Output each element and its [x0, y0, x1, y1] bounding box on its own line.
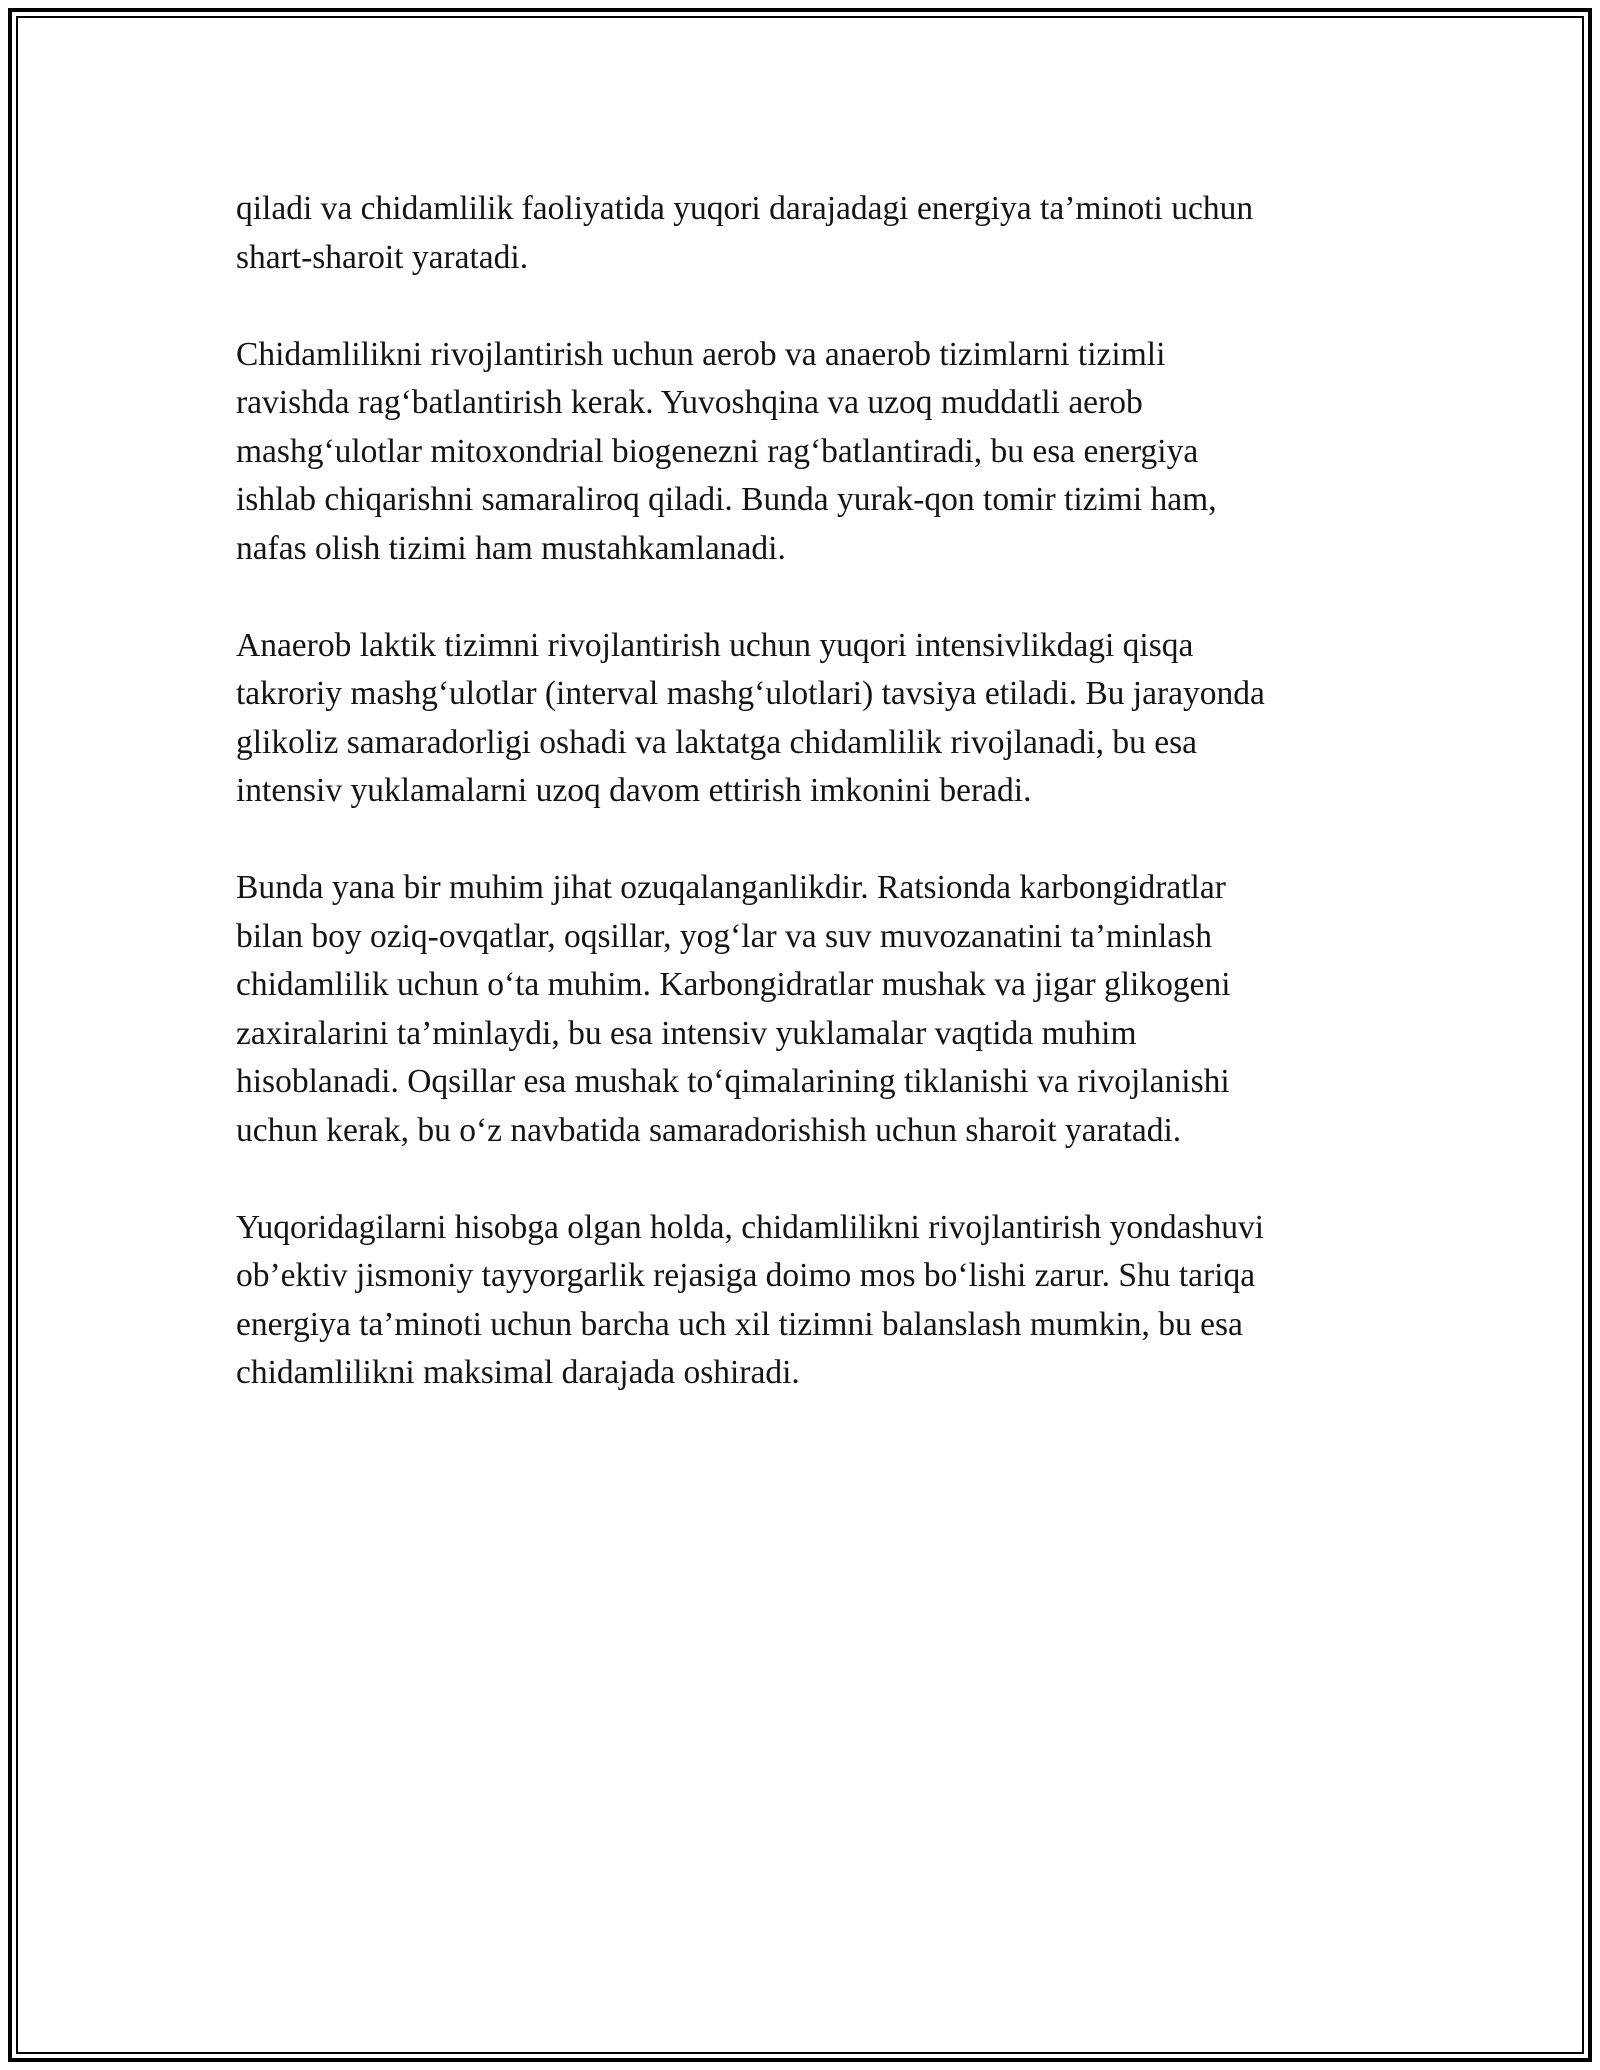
text-line: glikoliz samaradorligi oshadi va laktatga chidamlilik rivojlanadi, bu esa: [236, 723, 1197, 761]
text-line: chidamlilikni maksimal darajada oshiradi.: [236, 1354, 800, 1391]
paragraph-2: [236, 331, 1386, 574]
text-line: intensiv yuklamalarni uzoq davom ettirish imkonini beradi.: [236, 772, 1032, 809]
text-line: shart-sharoit yaratadi.: [236, 238, 529, 276]
paragraph-1: [236, 185, 1386, 282]
text-line: ob’ektiv jismoniy tayyorgarlik rejasiga doimo mos bo‘lishi zarur. Shu tariqa: [236, 1257, 1256, 1294]
document-body: [236, 185, 1386, 1446]
text-line: chidamlilik uchun o‘ta muhim. Karbongidratlar mushak va jigar glikogeni: [236, 966, 1231, 1003]
paragraph-3: [236, 622, 1386, 816]
text-line: hisoblanadi. Oqsillar esa mushak to‘qimalarining tiklanishi va rivojlanishi: [236, 1063, 1230, 1100]
paragraph-5: [236, 1204, 1386, 1398]
text-line: takroriy mashg‘ulotlar (interval mashg‘ulotlari) tavsiya etiladi. Bu jarayonda: [236, 675, 1265, 712]
text-line: ishlab chiqarishni samaraliroq qiladi. Bunda yurak-qon tomir tizimi ham,: [236, 481, 1217, 518]
text-line: Bunda yana bir muhim jihat ozuqalanganlikdir. Ratsionda karbongidratlar: [236, 869, 1226, 906]
text-line: mashg‘ulotlar mitoxondrial biogenezni rag‘batlantiradi, bu esa energiya: [236, 432, 1199, 470]
text-line: Yuqoridagilarni hisobga olgan holda, chidamlilikni rivojlantirish yondashuvi: [236, 1208, 1265, 1246]
paragraph-4: [236, 864, 1386, 1155]
text-line: bilan boy oziq-ovqatlar, oqsillar, yog‘lar va suv muvozanatini ta’minlash: [236, 917, 1213, 955]
text-line: energiya ta’minoti uchun barcha uch xil tizimni balanslash mumkin, bu esa: [236, 1305, 1243, 1343]
text-line: ravishda rag‘batlantirish kerak. Yuvoshqina va uzoq muddatli aerob: [236, 384, 1143, 421]
text-line: nafas olish tizimi ham mustahkamlanadi.: [236, 529, 786, 567]
text-line: Anaerob laktik tizimni rivojlantirish uchun yuqori intensivlikdagi qisqa: [236, 626, 1194, 664]
text-line: uchun kerak, bu o‘z navbatida samaradorishish uchun sharoit yaratadi.: [236, 1111, 1182, 1149]
text-line: zaxiralarini ta’minlaydi, bu esa intensiv yuklamalar vaqtida muhim: [236, 1014, 1137, 1052]
text-line: Chidamlilikni rivojlantirish uchun aerob va anaerob tizimlarni tizimli: [236, 335, 1166, 373]
text-line: qiladi va chidamlilik faoliyatida yuqori darajadagi energiya ta’minoti uchun: [236, 190, 1254, 227]
